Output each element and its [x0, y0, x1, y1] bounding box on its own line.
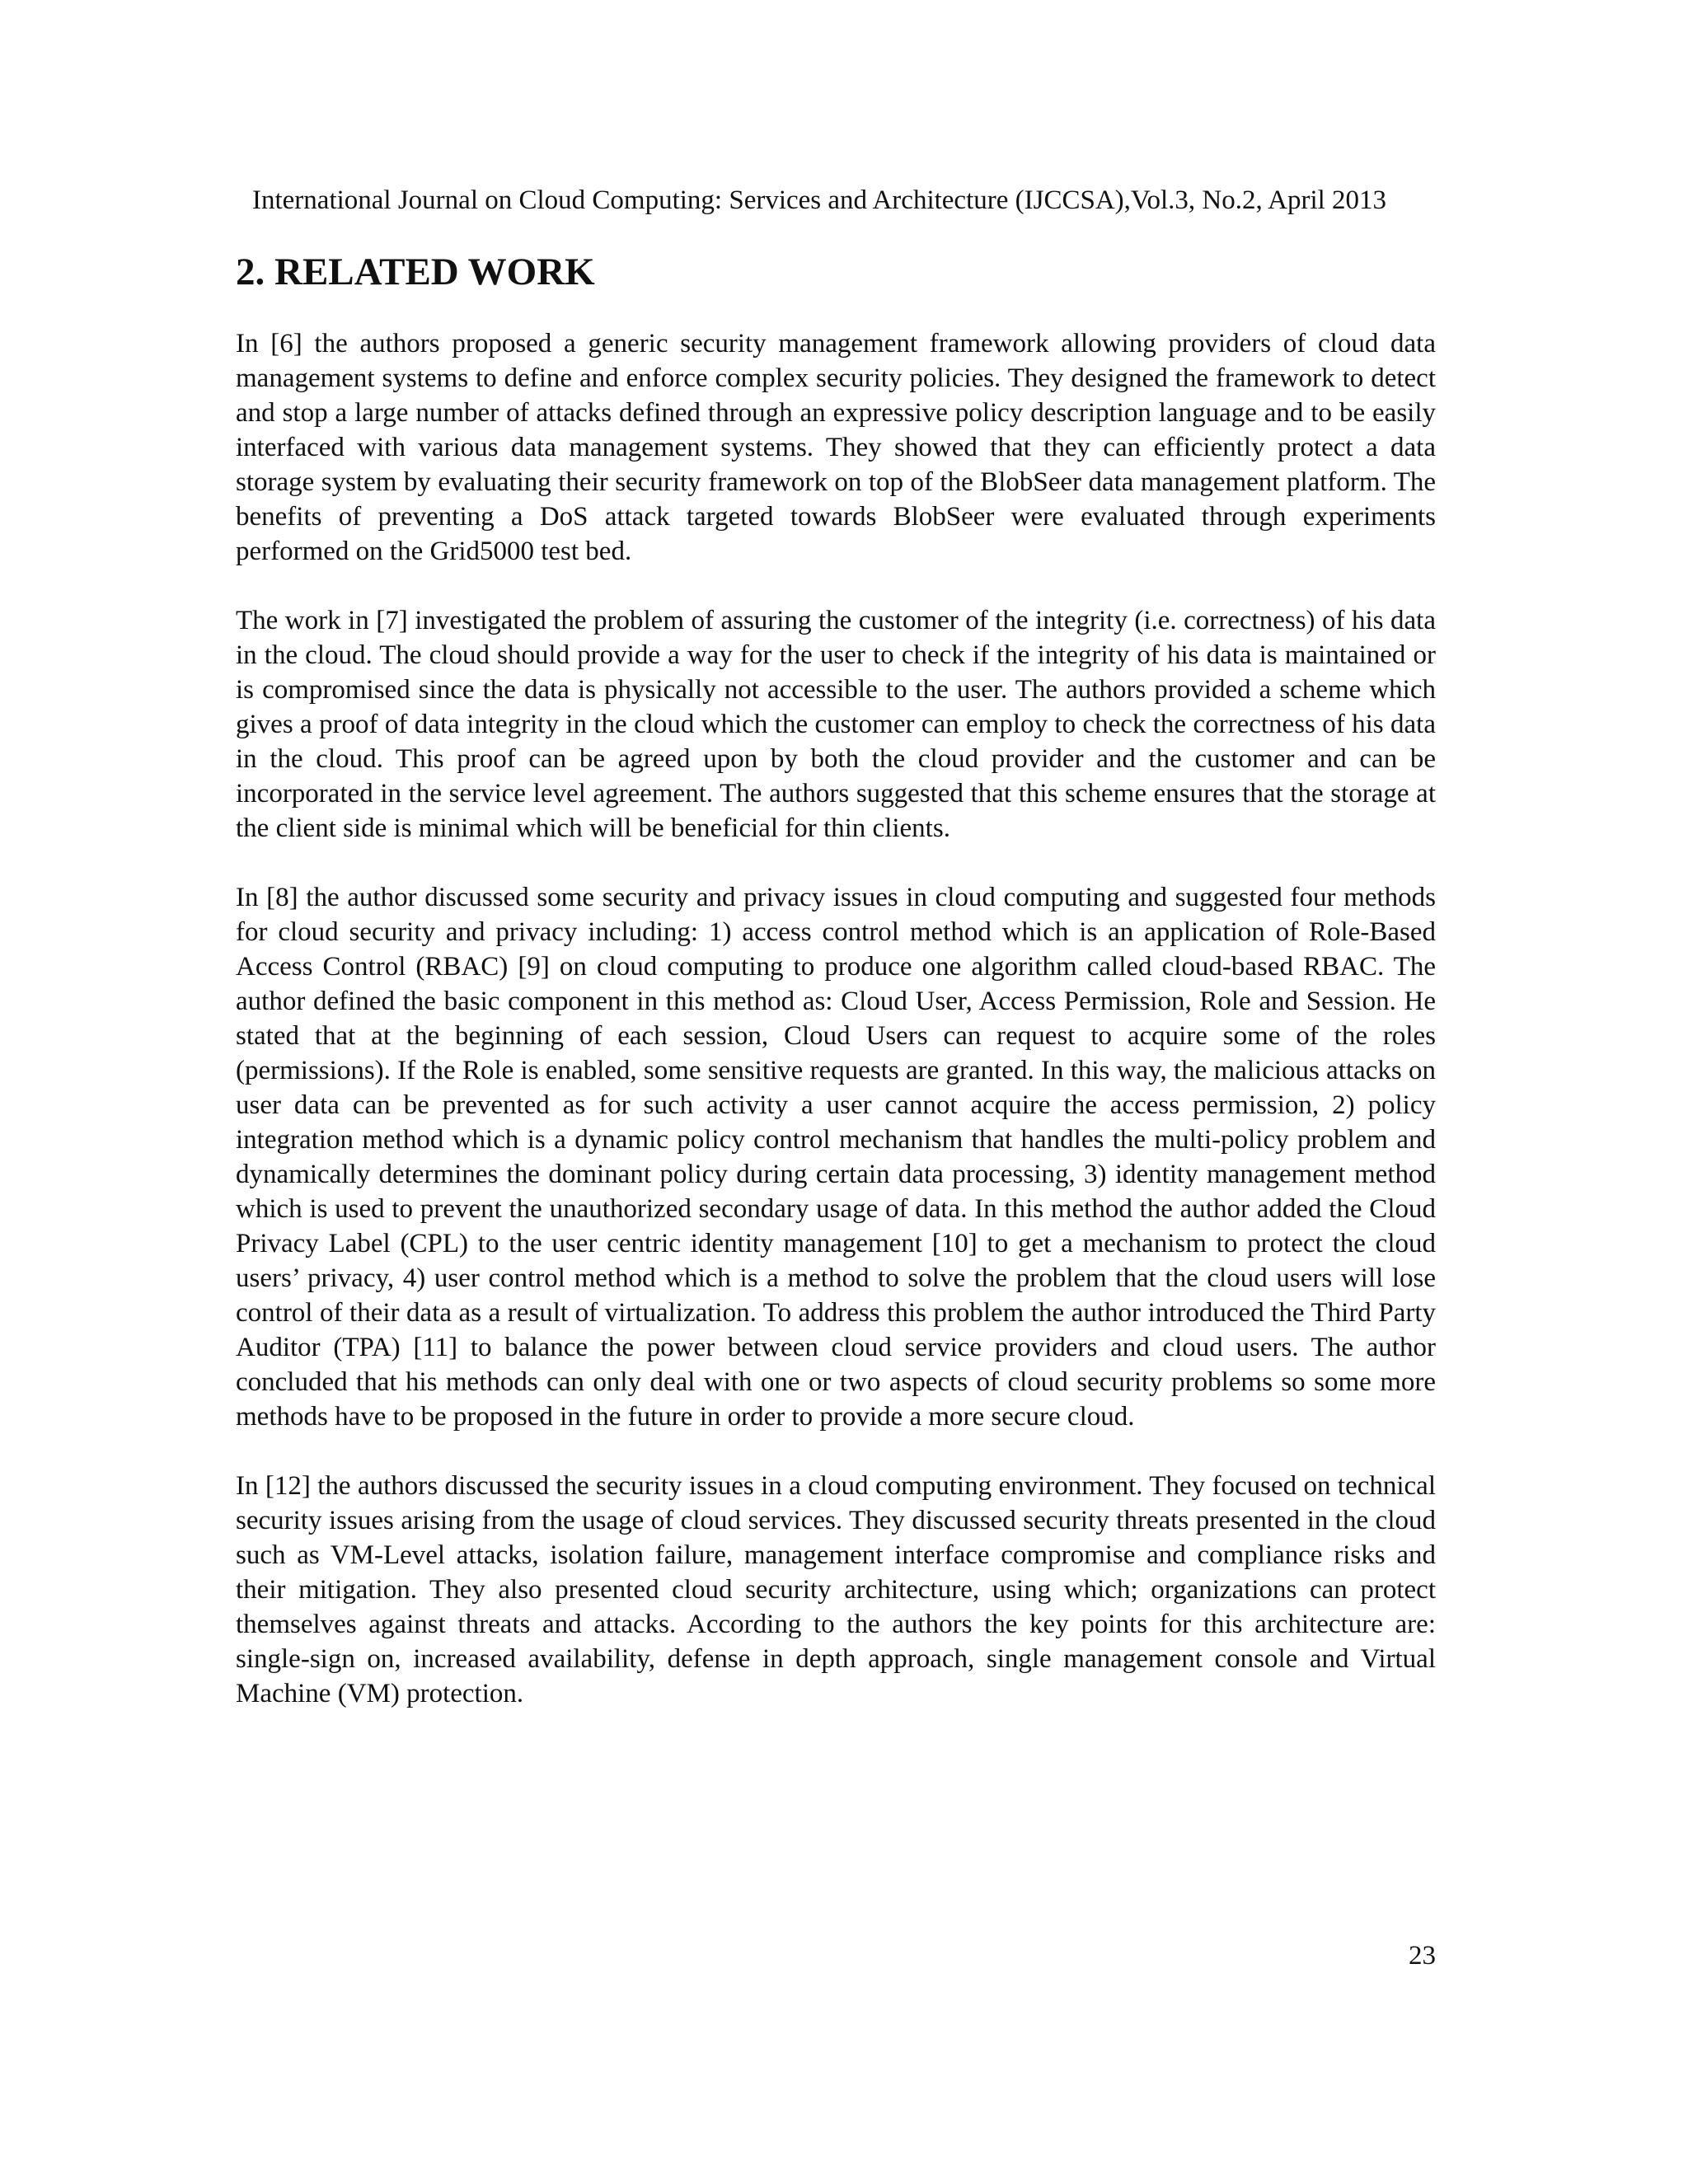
paragraph-3: In [8] the author discussed some security and privacy issues in cloud computing and suggested four methods for cloud security and privacy including: 1) access control method which is an application of Role-Based Access Control (RBAC) [9] on cloud computing to produce one algorithm called cloud-based RBAC. The author defined the basic component in this method as: Cloud User, Access Permission, Role and Session. He stated that at the beginning of each session, Cloud Users can request to acquire some of the roles (permissions). If the Role is enabled, some sensitive requests are granted. In this way, the malicious attacks on user data can be prevented as for such activity a user cannot acquire the access permission, 2) policy integration method which is a dynamic policy control mechanism that handles the multi-policy problem and dynamically determines the dominant policy during certain data processing, 3) identity management method which is used to prevent the unauthorized secondary usage of data. In this method the author added the Cloud Privacy Label (CPL) to the user centric identity management [10] to get a mechanism to protect the cloud users’ privacy, 4) user control method which is a method to solve the problem that the cloud users will lose control of their data as a result of virtualization. To address this problem the author introduced the Third Party Auditor (TPA) [11] to balance the power between cloud service providers and cloud users. The author concluded that his methods can only deal with one or two aspects of cloud security problems so some more methods have to be proposed in the future in order to provide a more secure cloud. [236, 883, 1436, 1432]
paragraph-4: In [12] the authors discussed the security issues in a cloud computing environment. They focused on technical security issues arising from the usage of cloud services. They discussed security threats presented in the cloud such as VM-Level attacks, isolation failure, management interface compromise and compliance risks and their mitigation. They also presented cloud security architecture, using which; organizations can protect themselves against threats and attacks. According to the authors the key points for this architecture are: single-sign on, increased availability, defense in depth approach, single management console and Virtual Machine (VM) protection. [236, 1471, 1436, 1708]
section-title: 2. RELATED WORK [236, 251, 595, 293]
running-header: International Journal on Cloud Computing: Services and Architecture (IJCCSA),Vol.3, No.2, April 2013 [252, 185, 1387, 215]
page-number: 23 [1409, 1941, 1436, 1971]
paragraph-2: The work in [7] investigated the problem of assuring the customer of the integrity (i.e. correctness) of his data in the cloud. The cloud should provide a way for the user to check if the integrity of his data is maintained or is compromised since the data is physically not accessible to the user. The authors provided a scheme which gives a proof of data integrity in the cloud which the customer can employ to check the correctness of his data in the cloud. This proof can be agreed upon by both the cloud provider and the customer and can be incorporated in the service level agreement. The authors suggested that this scheme ensures that the storage at the client side is minimal which will be beneficial for thin clients. [236, 606, 1436, 843]
body-text [236, 326, 1436, 1746]
paragraph-1: In [6] the authors proposed a generic security management framework allowing providers of cloud data management systems to define and enforce complex security policies. They designed the framework to detect and stop a large number of attacks defined through an expressive policy description language and to be easily interfaced with various data management systems. They showed that they can efficiently protect a data storage system by evaluating their security framework on top of the BlobSeer data management platform. The benefits of preventing a DoS attack targeted towards BlobSeer were evaluated through experiments performed on the Grid5000 test bed. [236, 329, 1436, 566]
